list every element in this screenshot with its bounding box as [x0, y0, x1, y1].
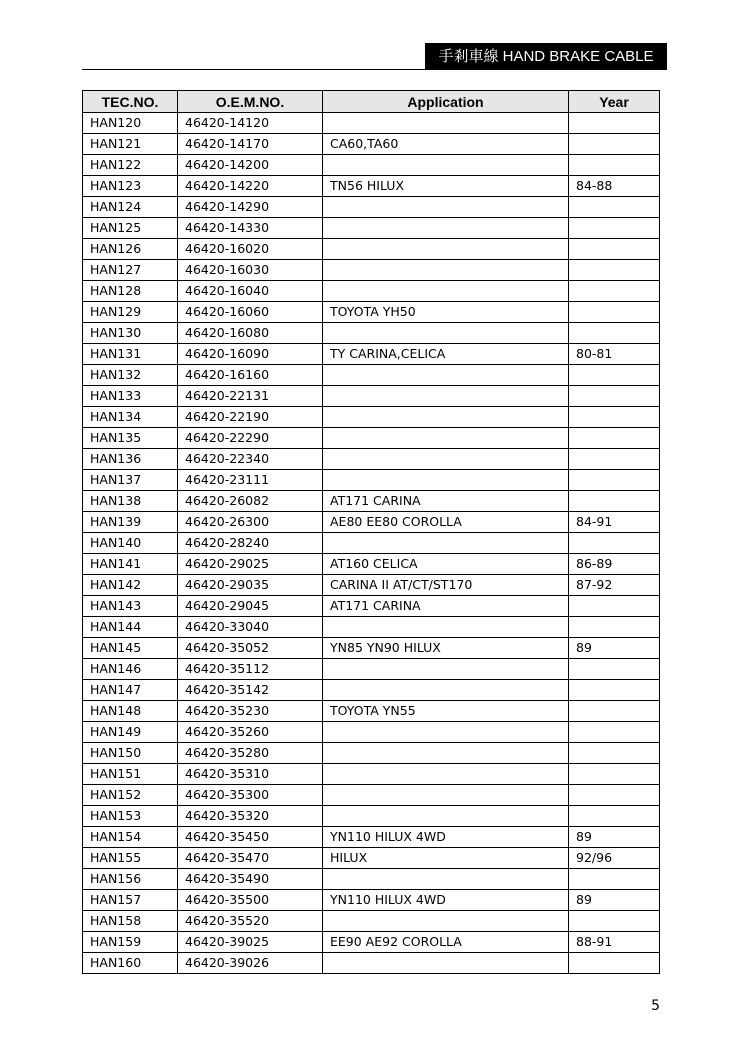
- oem-no-cell: 46420-16020: [178, 239, 323, 260]
- table-body: [83, 113, 660, 974]
- table-row: [83, 218, 660, 239]
- year-cell: [569, 659, 660, 680]
- oem-no-cell: 46420-35320: [178, 806, 323, 827]
- application-cell: [323, 323, 569, 344]
- application-cell: [323, 869, 569, 890]
- tec-no-cell: HAN134: [83, 407, 178, 428]
- year-cell: [569, 302, 660, 323]
- oem-no-cell: 46420-35520: [178, 911, 323, 932]
- oem-no-cell: 46420-35310: [178, 764, 323, 785]
- tec-no-cell: HAN146: [83, 659, 178, 680]
- tec-no-cell: HAN133: [83, 386, 178, 407]
- table-row: [83, 449, 660, 470]
- application-cell: [323, 953, 569, 974]
- oem-no-cell: 46420-14170: [178, 134, 323, 155]
- application-cell: YN110 HILUX 4WD: [323, 827, 569, 848]
- oem-no-cell: 46420-28240: [178, 533, 323, 554]
- application-cell: AT171 CARINA: [323, 491, 569, 512]
- oem-no-cell: 46420-26300: [178, 512, 323, 533]
- application-cell: TY CARINA,CELICA: [323, 344, 569, 365]
- table-header-row: [83, 91, 660, 113]
- table-row: [83, 785, 660, 806]
- oem-no-cell: 46420-35052: [178, 638, 323, 659]
- oem-no-cell: 46420-16090: [178, 344, 323, 365]
- table-row: [83, 680, 660, 701]
- oem-no-cell: 46420-35142: [178, 680, 323, 701]
- table-row: [83, 491, 660, 512]
- table-row: [83, 596, 660, 617]
- year-cell: [569, 365, 660, 386]
- application-cell: TOYOTA YN55: [323, 701, 569, 722]
- column-header-application: Application: [323, 91, 569, 113]
- year-cell: [569, 218, 660, 239]
- year-cell: 80-81: [569, 344, 660, 365]
- table-row: [83, 260, 660, 281]
- oem-no-cell: 46420-35112: [178, 659, 323, 680]
- table-row: [83, 134, 660, 155]
- oem-no-cell: 46420-29035: [178, 575, 323, 596]
- tec-no-cell: HAN159: [83, 932, 178, 953]
- oem-no-cell: 46420-16080: [178, 323, 323, 344]
- application-cell: [323, 659, 569, 680]
- oem-no-cell: 46420-14330: [178, 218, 323, 239]
- year-cell: [569, 911, 660, 932]
- oem-no-cell: 46420-22290: [178, 428, 323, 449]
- year-cell: [569, 260, 660, 281]
- oem-no-cell: 46420-35260: [178, 722, 323, 743]
- table-row: [83, 617, 660, 638]
- table-row: [83, 155, 660, 176]
- application-cell: HILUX: [323, 848, 569, 869]
- application-cell: [323, 743, 569, 764]
- oem-no-cell: 46420-35490: [178, 869, 323, 890]
- application-cell: [323, 470, 569, 491]
- tec-no-cell: HAN158: [83, 911, 178, 932]
- tec-no-cell: HAN137: [83, 470, 178, 491]
- table-row: [83, 659, 660, 680]
- year-cell: [569, 617, 660, 638]
- table-row: [83, 470, 660, 491]
- year-cell: [569, 491, 660, 512]
- tec-no-cell: HAN129: [83, 302, 178, 323]
- application-cell: [323, 365, 569, 386]
- table-row: [83, 701, 660, 722]
- oem-no-cell: 46420-35230: [178, 701, 323, 722]
- application-cell: [323, 806, 569, 827]
- application-cell: [323, 239, 569, 260]
- oem-no-cell: 46420-22340: [178, 449, 323, 470]
- table-row: [83, 554, 660, 575]
- year-cell: 84-88: [569, 176, 660, 197]
- header-rule: [82, 69, 427, 70]
- tec-no-cell: HAN151: [83, 764, 178, 785]
- year-cell: [569, 743, 660, 764]
- tec-no-cell: HAN131: [83, 344, 178, 365]
- table-row: [83, 428, 660, 449]
- application-cell: YN85 YN90 HILUX: [323, 638, 569, 659]
- tec-no-cell: HAN141: [83, 554, 178, 575]
- table-row: [83, 764, 660, 785]
- table-row: [83, 113, 660, 134]
- tec-no-cell: HAN125: [83, 218, 178, 239]
- year-cell: [569, 281, 660, 302]
- column-header-tec-no: TEC.NO.: [83, 91, 178, 113]
- table-row: [83, 806, 660, 827]
- application-cell: TN56 HILUX: [323, 176, 569, 197]
- tec-no-cell: HAN160: [83, 953, 178, 974]
- tec-no-cell: HAN150: [83, 743, 178, 764]
- column-header-oem-no: O.E.M.NO.: [178, 91, 323, 113]
- tec-no-cell: HAN149: [83, 722, 178, 743]
- application-cell: [323, 911, 569, 932]
- application-cell: [323, 785, 569, 806]
- application-cell: [323, 260, 569, 281]
- application-cell: AT171 CARINA: [323, 596, 569, 617]
- oem-no-cell: 46420-14290: [178, 197, 323, 218]
- oem-no-cell: 46420-16060: [178, 302, 323, 323]
- table-row: [83, 302, 660, 323]
- tec-no-cell: HAN143: [83, 596, 178, 617]
- oem-no-cell: 46420-22190: [178, 407, 323, 428]
- section-title: 手剎車線 HAND BRAKE CABLE: [425, 43, 667, 70]
- tec-no-cell: HAN128: [83, 281, 178, 302]
- table-row: [83, 911, 660, 932]
- tec-no-cell: HAN153: [83, 806, 178, 827]
- application-cell: [323, 113, 569, 134]
- table-row: [83, 575, 660, 596]
- tec-no-cell: HAN126: [83, 239, 178, 260]
- table-row: [83, 239, 660, 260]
- tec-no-cell: HAN140: [83, 533, 178, 554]
- application-cell: [323, 281, 569, 302]
- oem-no-cell: 46420-14200: [178, 155, 323, 176]
- year-cell: [569, 428, 660, 449]
- application-cell: [323, 533, 569, 554]
- table-row: [83, 176, 660, 197]
- oem-no-cell: 46420-35280: [178, 743, 323, 764]
- tec-no-cell: HAN120: [83, 113, 178, 134]
- tec-no-cell: HAN155: [83, 848, 178, 869]
- table-row: [83, 533, 660, 554]
- oem-no-cell: 46420-35300: [178, 785, 323, 806]
- year-cell: 89: [569, 827, 660, 848]
- table-row: [83, 827, 660, 848]
- year-cell: [569, 113, 660, 134]
- table-row: [83, 890, 660, 911]
- year-cell: 92/96: [569, 848, 660, 869]
- tec-no-cell: HAN152: [83, 785, 178, 806]
- table-row: [83, 722, 660, 743]
- tec-no-cell: HAN139: [83, 512, 178, 533]
- tec-no-cell: HAN147: [83, 680, 178, 701]
- year-cell: [569, 323, 660, 344]
- year-cell: [569, 953, 660, 974]
- application-cell: [323, 218, 569, 239]
- tec-no-cell: HAN124: [83, 197, 178, 218]
- year-cell: [569, 407, 660, 428]
- application-cell: YN110 HILUX 4WD: [323, 890, 569, 911]
- year-cell: [569, 386, 660, 407]
- year-cell: 84-91: [569, 512, 660, 533]
- year-cell: [569, 680, 660, 701]
- oem-no-cell: 46420-35450: [178, 827, 323, 848]
- year-cell: [569, 722, 660, 743]
- page-number: 5: [651, 998, 660, 1014]
- application-cell: [323, 617, 569, 638]
- tec-no-cell: HAN130: [83, 323, 178, 344]
- year-cell: [569, 869, 660, 890]
- oem-no-cell: 46420-33040: [178, 617, 323, 638]
- oem-no-cell: 46420-29045: [178, 596, 323, 617]
- year-cell: [569, 134, 660, 155]
- application-cell: CA60,TA60: [323, 134, 569, 155]
- year-cell: [569, 764, 660, 785]
- table-row: [83, 869, 660, 890]
- column-header-year: Year: [569, 91, 660, 113]
- application-cell: [323, 722, 569, 743]
- tec-no-cell: HAN156: [83, 869, 178, 890]
- application-cell: [323, 155, 569, 176]
- tec-no-cell: HAN122: [83, 155, 178, 176]
- year-cell: [569, 155, 660, 176]
- table-row: [83, 638, 660, 659]
- year-cell: 87-92: [569, 575, 660, 596]
- table-row: [83, 407, 660, 428]
- oem-no-cell: 46420-29025: [178, 554, 323, 575]
- application-cell: [323, 449, 569, 470]
- application-cell: AT160 CELICA: [323, 554, 569, 575]
- table-row: [83, 323, 660, 344]
- year-cell: [569, 596, 660, 617]
- tec-no-cell: HAN144: [83, 617, 178, 638]
- oem-no-cell: 46420-26082: [178, 491, 323, 512]
- tec-no-cell: HAN132: [83, 365, 178, 386]
- oem-no-cell: 46420-16030: [178, 260, 323, 281]
- oem-no-cell: 46420-35470: [178, 848, 323, 869]
- year-cell: [569, 785, 660, 806]
- table-row: [83, 512, 660, 533]
- tec-no-cell: HAN123: [83, 176, 178, 197]
- table-row: [83, 848, 660, 869]
- tec-no-cell: HAN127: [83, 260, 178, 281]
- table-row: [83, 743, 660, 764]
- oem-no-cell: 46420-23111: [178, 470, 323, 491]
- tec-no-cell: HAN136: [83, 449, 178, 470]
- tec-no-cell: HAN157: [83, 890, 178, 911]
- year-cell: 89: [569, 890, 660, 911]
- tec-no-cell: HAN138: [83, 491, 178, 512]
- oem-no-cell: 46420-16160: [178, 365, 323, 386]
- oem-no-cell: 46420-39025: [178, 932, 323, 953]
- application-cell: [323, 386, 569, 407]
- application-cell: [323, 197, 569, 218]
- oem-no-cell: 46420-14120: [178, 113, 323, 134]
- application-cell: AE80 EE80 COROLLA: [323, 512, 569, 533]
- year-cell: [569, 470, 660, 491]
- table-row: [83, 932, 660, 953]
- year-cell: 88-91: [569, 932, 660, 953]
- application-cell: [323, 680, 569, 701]
- tec-no-cell: HAN148: [83, 701, 178, 722]
- year-cell: [569, 449, 660, 470]
- oem-no-cell: 46420-39026: [178, 953, 323, 974]
- parts-table: [82, 90, 660, 974]
- year-cell: [569, 197, 660, 218]
- application-cell: TOYOTA YH50: [323, 302, 569, 323]
- tec-no-cell: HAN145: [83, 638, 178, 659]
- table-row: [83, 197, 660, 218]
- tec-no-cell: HAN154: [83, 827, 178, 848]
- oem-no-cell: 46420-14220: [178, 176, 323, 197]
- year-cell: 86-89: [569, 554, 660, 575]
- table-row: [83, 281, 660, 302]
- application-cell: [323, 764, 569, 785]
- application-cell: [323, 407, 569, 428]
- application-cell: EE90 AE92 COROLLA: [323, 932, 569, 953]
- oem-no-cell: 46420-35500: [178, 890, 323, 911]
- table-row: [83, 365, 660, 386]
- year-cell: [569, 806, 660, 827]
- application-cell: [323, 428, 569, 449]
- table-row: [83, 953, 660, 974]
- tec-no-cell: HAN121: [83, 134, 178, 155]
- tec-no-cell: HAN135: [83, 428, 178, 449]
- oem-no-cell: 46420-16040: [178, 281, 323, 302]
- year-cell: 89: [569, 638, 660, 659]
- year-cell: [569, 533, 660, 554]
- year-cell: [569, 701, 660, 722]
- table-row: [83, 344, 660, 365]
- table-row: [83, 386, 660, 407]
- tec-no-cell: HAN142: [83, 575, 178, 596]
- application-cell: CARINA II AT/CT/ST170: [323, 575, 569, 596]
- oem-no-cell: 46420-22131: [178, 386, 323, 407]
- year-cell: [569, 239, 660, 260]
